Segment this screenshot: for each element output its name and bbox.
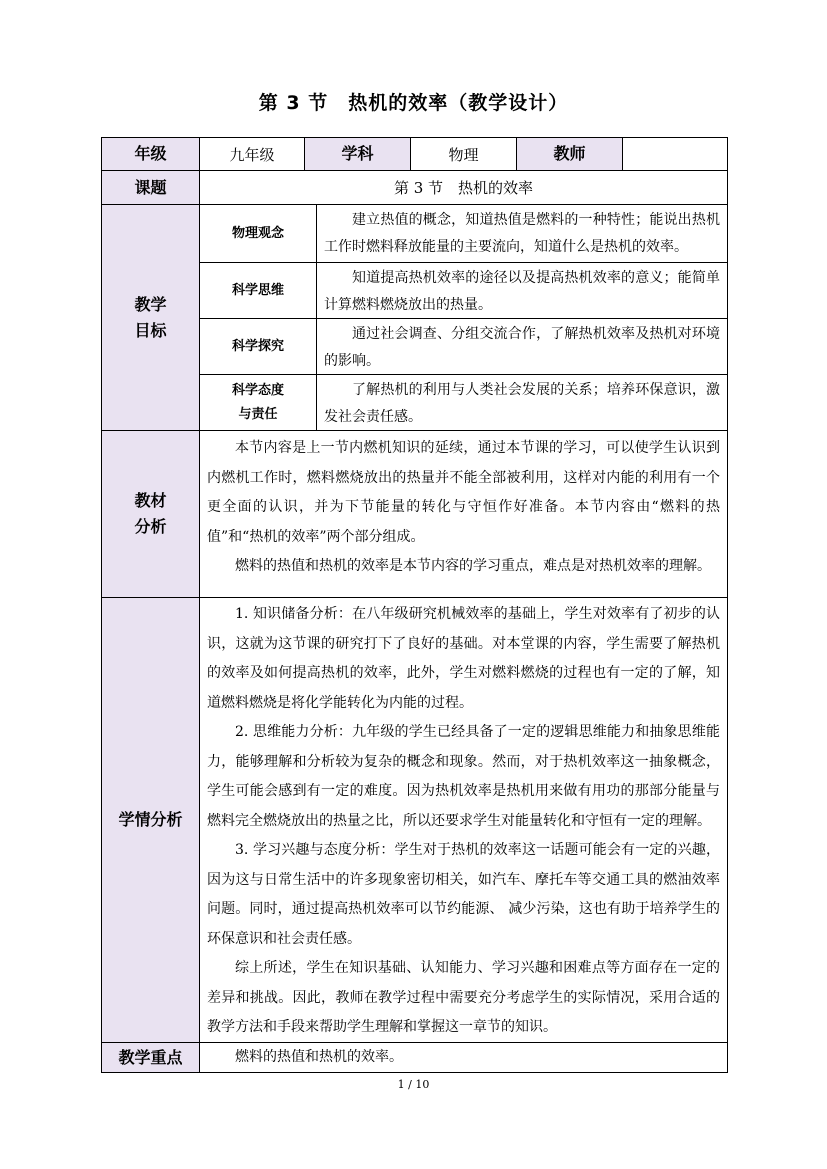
paragraph: 本节内容是上一节内燃机知识的延续，通过本节课的学习，可以使学生认识到内燃机工作时，燃料燃烧放出的热量并不能全部被利用，这样对内能的利用有一个更全面的认识，并为下节能量的转化与守恒作好准备。本节内容由“燃料的热值”和“热机的效率”两个部分组成。: [207, 440, 720, 545]
subject-label: 学科: [304, 137, 411, 171]
paragraph: 综上所述，学生在知识基础、认知能力、学习兴趣和困难点等方面存在一定的差异和挑战。因此，教师在教学过程中需要充分考虑学生的实际情况，采用合适的教学方法和手段来帮助学生理解和掌握这一章节的知识。: [207, 960, 720, 1035]
objective-text: 了解热机的利用与人类社会发展的关系；培养环保意识，激发社会责任感。: [316, 374, 728, 431]
topic-label: 课题: [101, 170, 200, 205]
objective-name: 物理观念: [199, 204, 317, 263]
objective-name: 科学思维: [199, 262, 317, 319]
paragraph: 2. 思维能力分析：九年级的学生已经具备了一定的逻辑思维能力和抽象思维能力，能够理解和分析较为复杂的概念和现象。然而，对于热机效率这一抽象概念，学生可能会感到有一定的难度。因为热机效率是热机用来做有用功的那部分能量与燃料完全燃烧放出的热量之比，所以还要求学生对能量转化和守恒有一定的理解。: [207, 724, 720, 829]
grade-value: 九年级: [199, 137, 305, 171]
material-analysis-text: [199, 430, 728, 598]
key-points-text: [199, 1042, 728, 1073]
objective-text: 知道提高热机效率的途径以及提高热机效率的意义；能简单计算燃料燃烧放出的热量。: [316, 262, 728, 319]
subject-value: 物理: [410, 137, 517, 171]
grade-label: 年级: [101, 137, 200, 171]
page-title: 第 3 节 热机的效率（教学设计）: [258, 92, 569, 114]
material-analysis-label: 教材 分析: [101, 430, 200, 598]
objectives-label: 教学 目标: [101, 204, 200, 431]
topic-value: 第 3 节 热机的效率: [199, 170, 728, 205]
student-analysis-text: [199, 597, 728, 1043]
objective-name-responsibility: 科学态度 与责任: [199, 374, 317, 431]
key-points-value: 燃料的热值和热机的效率。: [235, 1049, 403, 1065]
objective-name: 科学探究: [199, 318, 317, 375]
paragraph: 燃料的热值和热机的效率是本节内容的学习重点，难点是对热机效率的理解。: [235, 558, 711, 574]
objective-text: 建立热值的概念，知道热值是燃料的一种特性；能说出热机工作时燃料释放能量的主要流向，知道什么是热机的效率。: [316, 204, 728, 263]
key-points-label: 教学重点: [101, 1042, 200, 1073]
paragraph: 1. 知识储备分析：在八年级研究机械效率的基础上，学生对效率有了初步的认识，这就为这节课的研究打下了良好的基础。对本堂课的内容，学生需要了解热机的效率及如何提高热机的效率，此外，学生对燃料燃烧的过程也有一定的了解，知道燃料燃烧是将化学能转化为内能的过程。: [207, 606, 720, 711]
objective-text: 通过社会调查、分组交流合作，了解热机效率及热机对环境的影响。: [316, 318, 728, 375]
teacher-label: 教师: [516, 137, 623, 171]
page-number: 1 / 10: [397, 1078, 430, 1091]
paragraph: 3. 学习兴趣与态度分析：学生对于热机的效率这一话题可能会有一定的兴趣，因为这与日常生活中的许多现象密切相关，如汽车、摩托车等交通工具的燃油效率问题。同时，通过提高热机效率可以节约能源、 减少污染，这也有助于培养学生的环保意识和社会责任感。: [207, 842, 720, 947]
student-analysis-label: 学情分析: [101, 597, 200, 1043]
teacher-value: [622, 137, 728, 171]
